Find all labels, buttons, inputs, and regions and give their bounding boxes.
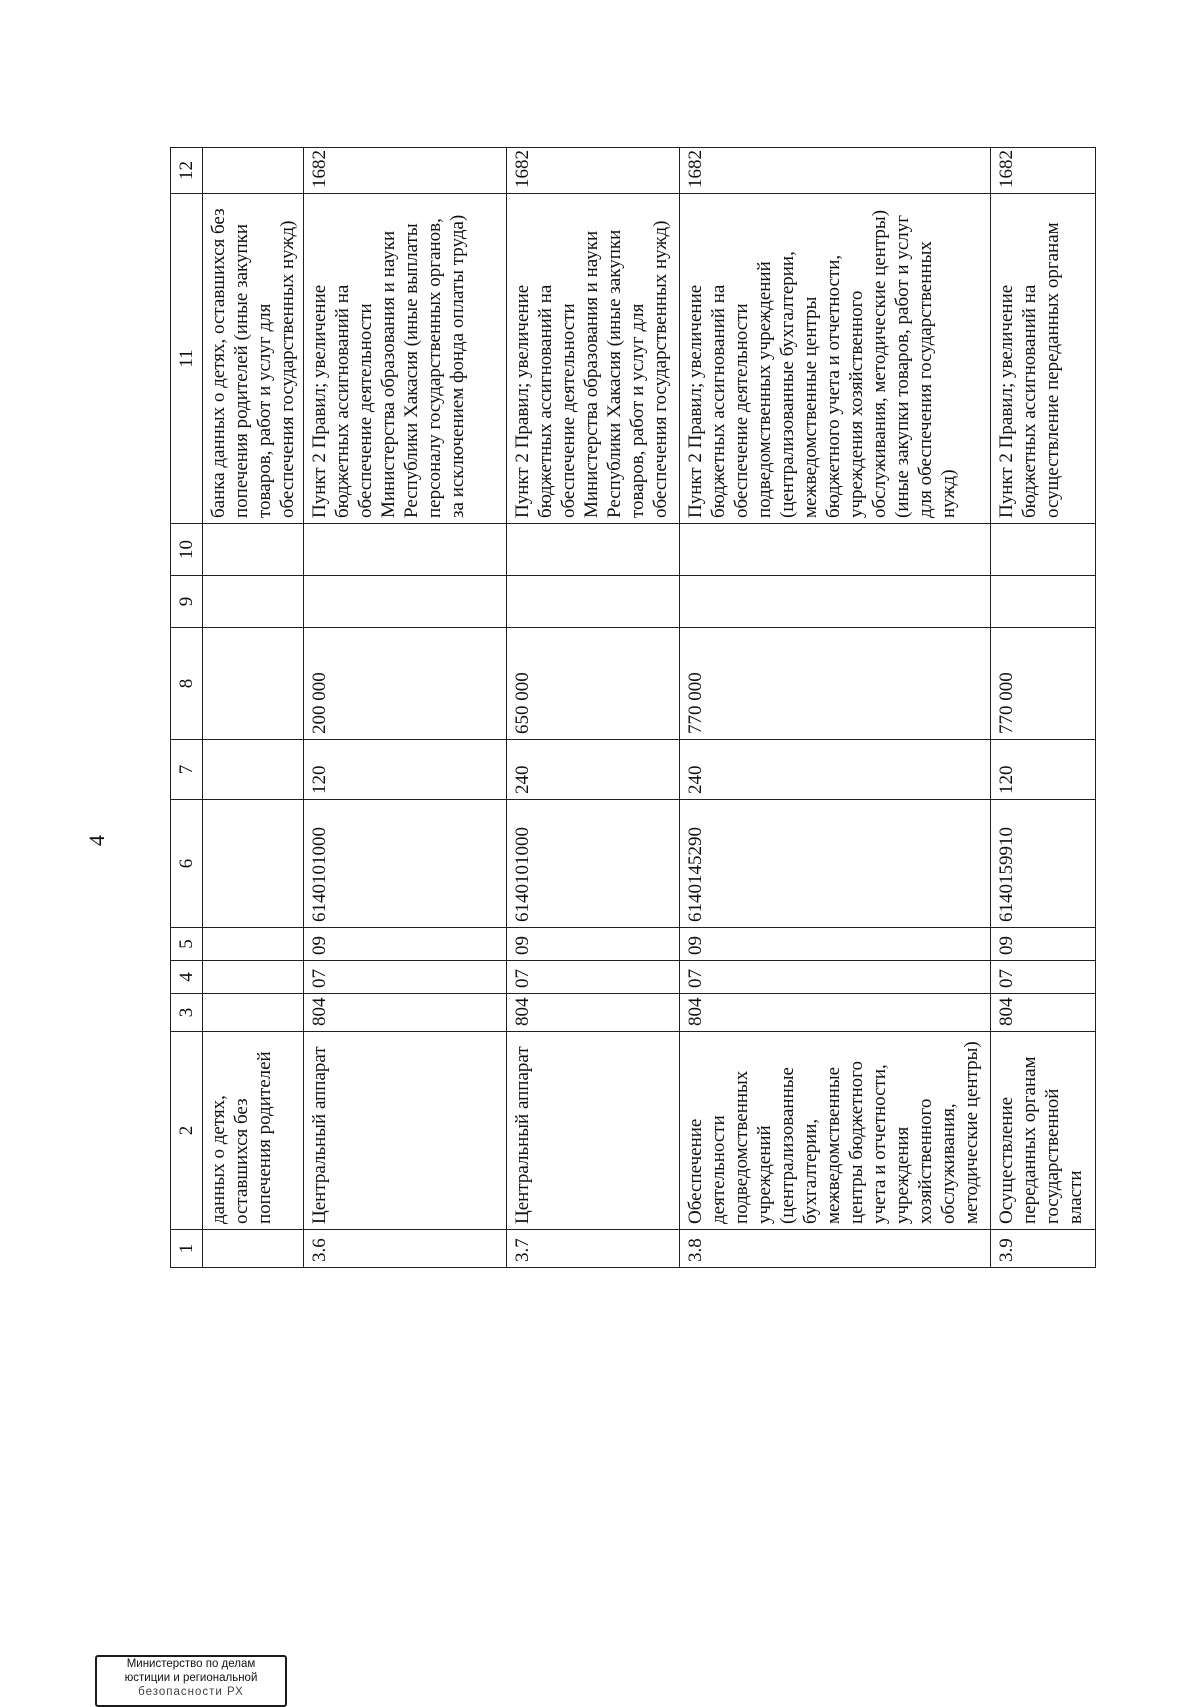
cell-col10: [203, 524, 304, 576]
cell-col3: 804: [680, 994, 991, 1032]
cell-col10: [680, 524, 991, 576]
row-number: 3.9: [991, 1230, 1096, 1268]
justification: Пункт 2 Правил; увеличение бюджетных ассигнований на обеспечение деятельности Министерства образования и науки Республики Хакасия (иные выплаты персоналу государственных органов, за исключением фонда оплаты труда): [304, 194, 507, 524]
cell-col4: 07: [991, 961, 1096, 994]
cell-col4: 07: [304, 961, 507, 994]
cell-col9: [203, 576, 304, 628]
cell-col3: 804: [304, 994, 507, 1032]
justification: Пункт 2 Правил; увеличение бюджетных ассигнований на осуществление переданных органам: [991, 194, 1096, 524]
table-row: [991, 148, 1096, 1268]
cell-col9: [507, 576, 680, 628]
justification: Пункт 2 Правил; увеличение бюджетных ассигнований на обеспечение деятельности Министерства образования и науки Республики Хакасия (иные закупки товаров, работ и услуг для обеспечения государственных нужд): [507, 194, 680, 524]
cell-col4: [203, 961, 304, 994]
column-header: 2: [171, 1032, 203, 1230]
cell-col5: 09: [304, 928, 507, 961]
stamp-line: Министерство по делам: [126, 1658, 256, 1670]
cell-col4: 07: [680, 961, 991, 994]
cell-col7: [203, 740, 304, 800]
item-name: Центральный аппарат: [507, 1032, 680, 1230]
cell-col8: [203, 628, 304, 740]
column-header: 6: [171, 800, 203, 928]
cell-col12: 1682: [991, 148, 1096, 194]
table-row: [507, 148, 680, 1268]
cell-col8: 650 000: [507, 628, 680, 740]
cell-col6: [203, 800, 304, 928]
cell-col12: [203, 148, 304, 194]
item-name: Обеспечение деятельности подведомственных учреждений (централизованные бухгалтерии, межведомственные центры бюджетного учета и отчетности, учреждения хозяйственного обслуживания, методические центры): [680, 1032, 991, 1230]
table-row: [203, 148, 304, 1268]
cell-col3: [203, 994, 304, 1032]
cell-col8: 770 000: [991, 628, 1096, 740]
cell-col8: 200 000: [304, 628, 507, 740]
row-number: 3.8: [680, 1230, 991, 1268]
cell-col6: 6140101000: [304, 800, 507, 928]
cell-col12: 1682: [304, 148, 507, 194]
cell-col12: 1682: [680, 148, 991, 194]
row-number: 3.7: [507, 1230, 680, 1268]
cell-col7: 240: [507, 740, 680, 800]
cell-col3: 804: [507, 994, 680, 1032]
cell-col8: 770 000: [680, 628, 991, 740]
page-number: 4: [84, 835, 109, 846]
cell-col6: 6140159910: [991, 800, 1096, 928]
row-number: 3.6: [304, 1230, 507, 1268]
cell-col9: [991, 576, 1096, 628]
cell-col5: 09: [507, 928, 680, 961]
stamp-line: безопасности РХ: [138, 1686, 244, 1698]
column-header: 8: [171, 628, 203, 740]
rotated-table-container: [170, 148, 1112, 1268]
cell-col10: [304, 524, 507, 576]
cell-col9: [304, 576, 507, 628]
column-header: 11: [171, 194, 203, 524]
table-row: [304, 148, 507, 1268]
table-header-row: [171, 148, 203, 1268]
cell-col9: [680, 576, 991, 628]
cell-col7: 240: [680, 740, 991, 800]
column-header: 1: [171, 1230, 203, 1268]
table-row: [680, 148, 991, 1268]
cell-col5: 09: [991, 928, 1096, 961]
cell-col12: 1682: [507, 148, 680, 194]
stamp-line: юстиции и региональной: [124, 1672, 258, 1684]
cell-col7: 120: [304, 740, 507, 800]
column-header: 9: [171, 576, 203, 628]
column-header: 5: [171, 928, 203, 961]
column-header: 10: [171, 524, 203, 576]
cell-col7: 120: [991, 740, 1096, 800]
cell-col5: 09: [680, 928, 991, 961]
justification: Пункт 2 Правил; увеличение бюджетных ассигнований на обеспечение деятельности подведомственных учреждений (централизованные бухгалтерии, межведомственные центры бюджетного учета и отчетности, учреждения хозяйственного обслуживания, методические центры) (иные закупки товаров, работ и услуг для обеспечения государственных нужд): [680, 194, 991, 524]
cell-col5: [203, 928, 304, 961]
budget-allocation-table: [170, 147, 1096, 1268]
column-header: 3: [171, 994, 203, 1032]
cell-col10: [991, 524, 1096, 576]
cell-col4: 07: [507, 961, 680, 994]
justification: банка данных о детях, оставшихся без попечения родителей (иные закупки товаров, работ и услуг для обеспечения государственных нужд): [203, 194, 304, 524]
cell-col10: [507, 524, 680, 576]
registration-stamp: [95, 1655, 287, 1707]
item-name: Центральный аппарат: [304, 1032, 507, 1230]
row-number: [203, 1230, 304, 1268]
column-header: 12: [171, 148, 203, 194]
column-header: 7: [171, 740, 203, 800]
item-name: данных о детях, оставшихся без попечения родителей: [203, 1032, 304, 1230]
column-header: 4: [171, 961, 203, 994]
cell-col3: 804: [991, 994, 1096, 1032]
cell-col6: 6140101000: [507, 800, 680, 928]
item-name: Осуществление переданных органам государственной власти: [991, 1032, 1096, 1230]
cell-col6: 6140145290: [680, 800, 991, 928]
